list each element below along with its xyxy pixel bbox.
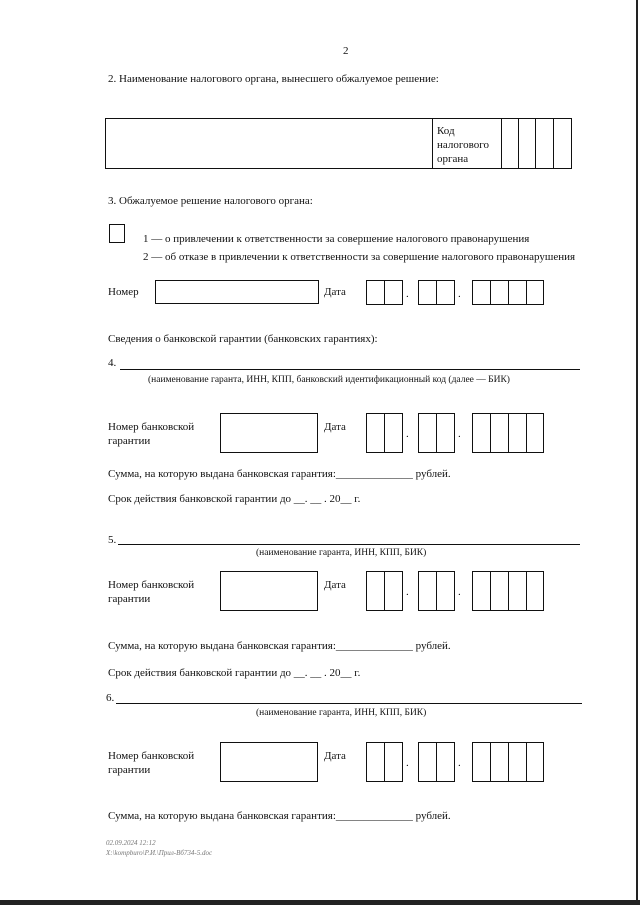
date-day-cell[interactable] — [366, 280, 385, 305]
date-separator: . — [458, 288, 461, 300]
guarantor-5-caption: (наименование гаранта, ИНН, КПП, БИК) — [256, 548, 427, 558]
section-2-title: 2. Наименование налогового органа, вынесшего обжалуемое решение: — [108, 73, 439, 85]
tax-code-digit-cell[interactable] — [535, 118, 554, 169]
guarantee-4-sum: Сумма, на которую выдана банковская гарантия:______________ рублей. — [108, 468, 451, 480]
guarantee-4-term: Срок действия банковской гарантии до __. __ . 20__ г. — [108, 493, 361, 505]
date-separator: . — [458, 586, 461, 598]
guarantee-6-date-label: Дата — [324, 750, 346, 762]
date-year-cell[interactable] — [526, 413, 544, 453]
guarantee-6-number-field[interactable] — [220, 742, 318, 782]
guarantee-5-number-label-2: гарантии — [108, 593, 151, 605]
decision-number-label: Номер — [108, 286, 139, 298]
guarantee-5-number: 5. — [108, 534, 117, 546]
guarantee-heading: Сведения о банковской гарантии (банковских гарантиях): — [108, 333, 378, 345]
guarantee-5-number-label-1: Номер банковской — [108, 579, 195, 591]
date-day-cell[interactable] — [366, 571, 385, 611]
guarantee-4-number: 4. — [108, 357, 117, 369]
date-day-cell[interactable] — [384, 742, 403, 782]
date-year-cell[interactable] — [526, 571, 544, 611]
decision-option-2: 2 — об отказе в привлечении к ответственности за совершение налогового правонарушения — [143, 251, 576, 263]
page-edge-bottom — [0, 900, 640, 905]
date-year-cell[interactable] — [472, 280, 491, 305]
date-year-cell[interactable] — [472, 571, 491, 611]
date-year-cell[interactable] — [490, 742, 509, 782]
date-year-cell[interactable] — [472, 413, 491, 453]
date-month-cell[interactable] — [436, 413, 455, 453]
guarantee-4-number-field[interactable] — [220, 413, 318, 453]
page-edge-right — [636, 0, 638, 905]
date-day-cell[interactable] — [366, 413, 385, 453]
guarantee-6-sum: Сумма, на которую выдана банковская гарантия:______________ рублей. — [108, 810, 451, 822]
guarantee-5-number-field[interactable] — [220, 571, 318, 611]
tax-code-digit-cell[interactable] — [553, 118, 572, 169]
guarantor-6-line[interactable] — [116, 703, 582, 704]
date-month-cell[interactable] — [436, 571, 455, 611]
guarantor-6-caption: (наименование гаранта, ИНН, КПП, БИК) — [256, 708, 427, 718]
guarantee-6-number-label-2: гарантии — [108, 764, 151, 776]
date-separator: . — [458, 757, 461, 769]
guarantee-4-number-label-1: Номер банковской — [108, 421, 195, 433]
date-day-cell[interactable] — [366, 742, 385, 782]
guarantee-6-number-label-1: Номер банковской — [108, 750, 195, 762]
date-separator: . — [406, 428, 409, 440]
date-year-cell[interactable] — [508, 280, 527, 305]
date-separator: . — [458, 428, 461, 440]
decision-number-field[interactable] — [155, 280, 319, 304]
guarantee-5-term: Срок действия банковской гарантии до __. __ . 20__ г. — [108, 667, 361, 679]
date-year-cell[interactable] — [490, 413, 509, 453]
date-year-cell[interactable] — [526, 280, 544, 305]
date-day-cell[interactable] — [384, 413, 403, 453]
guarantee-4-number-label-2: гарантии — [108, 435, 151, 447]
date-day-cell[interactable] — [384, 280, 403, 305]
date-day-cell[interactable] — [384, 571, 403, 611]
guarantee-4-date-label: Дата — [324, 421, 346, 433]
decision-date-label: Дата — [324, 286, 346, 298]
tax-code-label-2: налогового — [437, 139, 489, 151]
tax-code-digit-cell[interactable] — [501, 118, 519, 169]
date-month-cell[interactable] — [418, 571, 437, 611]
guarantor-4-line[interactable] — [120, 369, 580, 370]
date-year-cell[interactable] — [472, 742, 491, 782]
date-year-cell[interactable] — [508, 571, 527, 611]
guarantee-5-date-label: Дата — [324, 579, 346, 591]
date-separator: . — [406, 288, 409, 300]
guarantee-5-sum: Сумма, на которую выдана банковская гарантия:______________ рублей. — [108, 640, 451, 652]
date-month-cell[interactable] — [436, 742, 455, 782]
tax-code-label-1: Код — [437, 125, 455, 137]
guarantee-6-number: 6. — [106, 692, 115, 704]
page-number: 2 — [343, 45, 349, 57]
tax-code-label-3: органа — [437, 153, 469, 165]
guarantor-5-line[interactable] — [118, 544, 580, 545]
date-year-cell[interactable] — [508, 742, 527, 782]
date-month-cell[interactable] — [418, 280, 437, 305]
date-month-cell[interactable] — [418, 413, 437, 453]
footer-file-path: X:\kompburo\Р.И.\Прил-Вб734-5.doc — [106, 849, 213, 857]
decision-type-checkbox[interactable] — [109, 224, 125, 243]
decision-option-1: 1 — о привлечении к ответственности за совершение налогового правонарушения — [143, 233, 530, 245]
date-month-cell[interactable] — [436, 280, 455, 305]
section-3-title: 3. Обжалуемое решение налогового органа: — [108, 195, 313, 207]
tax-code-digit-cell[interactable] — [518, 118, 536, 169]
guarantor-4-caption: (наименование гаранта, ИНН, КПП, банковский идентификационный код (далее — БИК) — [148, 375, 510, 385]
date-year-cell[interactable] — [490, 571, 509, 611]
date-separator: . — [406, 757, 409, 769]
footer-timestamp: 02.09.2024 12:12 — [106, 839, 156, 847]
date-year-cell[interactable] — [490, 280, 509, 305]
date-month-cell[interactable] — [418, 742, 437, 782]
date-separator: . — [406, 586, 409, 598]
date-year-cell[interactable] — [508, 413, 527, 453]
date-year-cell[interactable] — [526, 742, 544, 782]
